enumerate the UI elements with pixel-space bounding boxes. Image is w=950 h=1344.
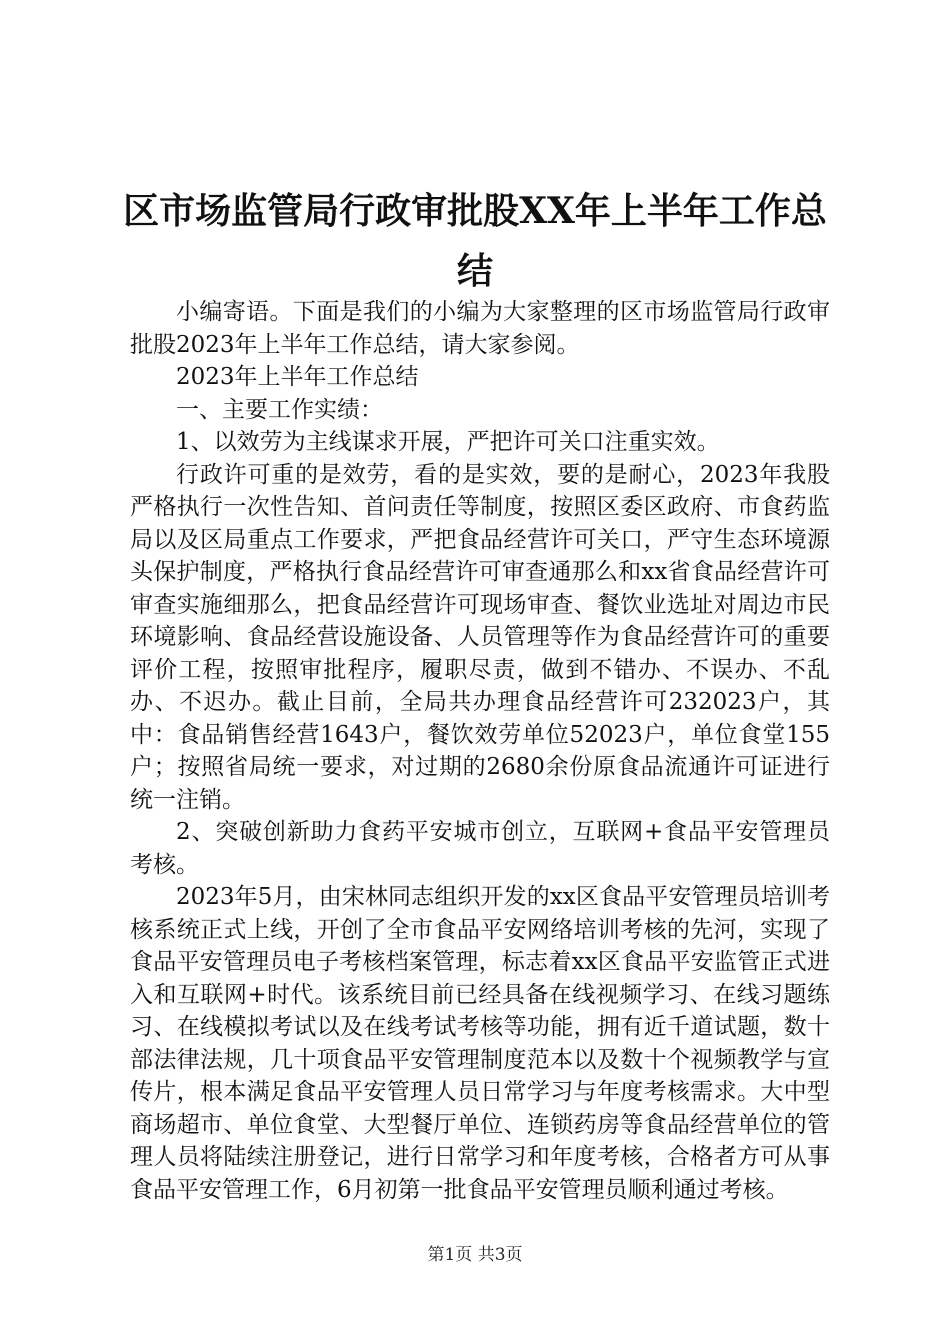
item-body-1: 行政许可重的是效劳，看的是实效，要的是耐心，2023年我股严格执行一次性告知、首问责任等制度，按照区委区政府、市食药监局以及区局重点工作要求，严把食品经营许可关口，严守生态环境源头保护制度，严格执行食品经营许可审查通那么和xx省食品经营许可审查实施细那么，把食品经营许可现场审查、餐饮业选址对周边市民环境影响、食品经营设施设备、人员管理等作为食品经营许可的重要评价工程，按照审批程序，履职尽责，做到不错办、不误办、不乱办、不迟办。截止目前，全局共办理食品经营许可232023户，其中：食品销售经营1643户，餐饮效劳单位52023户，单位食堂155户；按照省局统一要求，对过期的2680余份原食品流通许可证进行统一注销。: [130, 461, 830, 813]
paragraph-subtitle: 2023年上半年工作总结: [176, 364, 419, 390]
item-body-2: 2023年5月，由宋林同志组织开发的xx区食品平安管理员培训考核系统正式上线，开创了全市食品平安网络培训考核的先河，实现了食品平安管理员电子考核档案管理，标志着xx区食品平安监管正式进入和互联网+时代。该系统目前已经具备在线视频学习、在线习题练习、在线模拟考试以及在线考试考核等功能，拥有近千道试题，数十部法律法规，几十项食品平安管理制度范本以及数十个视频教学与宣传片，根本满足食品平安管理人员日常学习与年度考核需求。大中型商场超市、单位食堂、大型餐厅单位、连锁药房等食品经营单位的管理人员将陆续注册登记，进行日常学习和年度考核，合格者方可从事食品平安管理工作，6月初第一批食品平安管理员顺利通过考核。: [130, 884, 830, 1203]
item-heading-2: 2、突破创新助力食药平安城市创立，互联网+食品平安管理员考核。: [130, 819, 830, 878]
document-title-line2: 结: [456, 250, 493, 292]
section-heading: 一、主要工作实绩：: [176, 396, 383, 423]
document-title-line1: 区市场监管局行政审批股XX年上半年工作总: [123, 190, 827, 232]
page-footer: 第1页 共3页: [427, 1245, 523, 1265]
document-body: [130, 296, 830, 1206]
paragraph-intro: 小编寄语。下面是我们的小编为大家整理的区市场监管局行政审批股2023年上半年工作总结，请大家参阅。: [130, 299, 830, 358]
item-heading-1: 1、以效劳为主线谋求开展，严把许可关口注重实效。: [176, 429, 720, 455]
